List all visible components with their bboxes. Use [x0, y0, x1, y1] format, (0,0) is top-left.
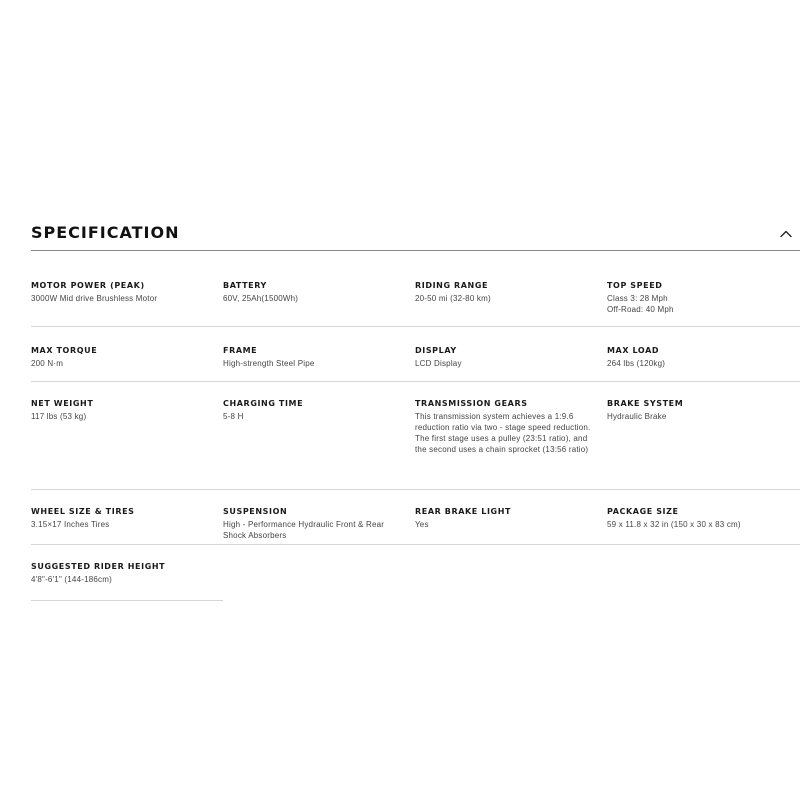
spec-label: BRAKE SYSTEM	[607, 399, 684, 408]
spec-value: 59 x 11.8 x 32 in (150 x 30 x 83 cm)	[607, 520, 741, 529]
spec-value-secondary: Off-Road: 40 Mph	[607, 305, 674, 314]
spec-value: 60V, 25Ah(1500Wh)	[223, 294, 299, 303]
spec-transmission-gears	[415, 398, 607, 489]
spec-label: REAR BRAKE LIGHT	[415, 507, 512, 516]
spec-rear-brake-light	[415, 506, 607, 544]
spec-charging-time	[223, 398, 415, 489]
spec-label: NET WEIGHT	[31, 399, 94, 408]
spec-label: TRANSMISSION GEARS	[415, 399, 528, 408]
spec-value: 5-8 H	[223, 412, 244, 421]
spec-wheel-size	[31, 506, 223, 544]
spec-max-load	[607, 345, 799, 381]
spec-row	[31, 490, 800, 545]
spec-value: 4'8"-6'1" (144-186cm)	[31, 575, 112, 584]
spec-value: 20-50 mi (32-80 km)	[415, 294, 491, 303]
spec-frame	[223, 345, 415, 381]
spec-label: TOP SPEED	[607, 281, 663, 290]
specification-section	[31, 218, 800, 601]
spec-suspension	[223, 506, 415, 544]
chevron-up-icon	[778, 226, 794, 242]
spec-label: BATTERY	[223, 281, 267, 290]
spec-row	[31, 382, 800, 490]
spec-label: MAX LOAD	[607, 346, 660, 355]
spec-value: High-strength Steel Pipe	[223, 359, 315, 368]
spec-top-speed	[607, 280, 799, 326]
spec-value: 264 lbs (120kg)	[607, 359, 666, 368]
spec-row	[31, 327, 800, 382]
spec-value: Class 3: 28 Mph	[607, 294, 668, 303]
spec-label: SUGGESTED RIDER HEIGHT	[31, 562, 166, 571]
spec-value: Hydraulic Brake	[607, 412, 667, 421]
collapse-button[interactable]	[778, 226, 794, 242]
spec-brake-system	[607, 398, 799, 489]
spec-label: MAX TORQUE	[31, 346, 98, 355]
spec-display	[415, 345, 607, 381]
spec-value: High - Performance Hydraulic Front & Rear Shock Absorbers	[223, 520, 385, 540]
spec-label: MOTOR POWER (PEAK)	[31, 281, 145, 290]
spec-motor-power	[31, 280, 223, 326]
spec-rider-height	[31, 561, 223, 600]
spec-label: SUSPENSION	[223, 507, 288, 516]
spec-value: Yes	[415, 520, 429, 529]
specification-header[interactable]	[31, 218, 800, 251]
spec-package-size	[607, 506, 799, 544]
spec-label: DISPLAY	[415, 346, 457, 355]
section-title: SPECIFICATION	[31, 223, 180, 242]
spec-label: CHARGING TIME	[223, 399, 304, 408]
spec-value: 200 N·m	[31, 359, 64, 368]
spec-value: This transmission system achieves a 1:9.6 reduction ratio via two - stage speed reduction. The first stage uses a pulley (23:51 ratio), and the second uses a chain sprocket (13:56 ratio)	[415, 412, 591, 454]
spec-label: FRAME	[223, 346, 258, 355]
spec-value: 3000W Mid drive Brushless Motor	[31, 294, 158, 303]
divider	[31, 600, 223, 601]
spec-net-weight	[31, 398, 223, 489]
spec-riding-range	[415, 280, 607, 326]
spec-label: PACKAGE SIZE	[607, 507, 679, 516]
spec-max-torque	[31, 345, 223, 381]
spec-row	[31, 545, 800, 600]
spec-value: 3.15×17 Inches Tires	[31, 520, 110, 529]
spec-value: LCD Display	[415, 359, 462, 368]
spec-value: 117 lbs (53 kg)	[31, 412, 87, 421]
spec-row	[31, 251, 800, 327]
spec-battery	[223, 280, 415, 326]
spec-label: RIDING RANGE	[415, 281, 489, 290]
spec-label: WHEEL SIZE & TIRES	[31, 507, 135, 516]
